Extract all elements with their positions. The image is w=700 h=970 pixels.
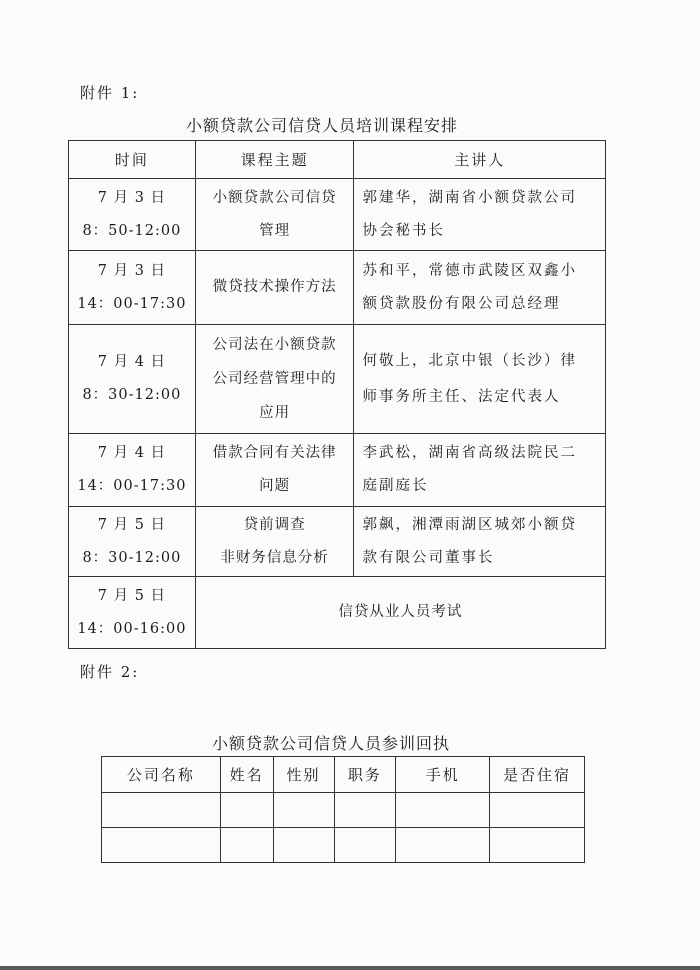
schedule-row: [69, 507, 606, 577]
schedule-header-row: [69, 141, 606, 179]
session-speaker: 李武松，湖南省高级法院民二 庭副庭长: [354, 434, 606, 507]
blank-cell: [490, 793, 585, 828]
session-speaker: 郭飙，湘潭雨湖区城郊小额贷 款有限公司董事长: [354, 507, 606, 577]
blank-cell: [273, 828, 334, 863]
header-gender: 性别: [273, 757, 334, 793]
scan-edge-line: [0, 966, 700, 970]
session-time: 7 月 5 日 8：30-12:00: [69, 507, 196, 577]
annex-2-label: 附件 2:: [80, 663, 140, 681]
session-time: 7 月 4 日 8：30-12:00: [69, 325, 196, 434]
receipt-empty-row: [102, 793, 585, 828]
header-position: 职务: [334, 757, 396, 793]
blank-cell: [102, 793, 221, 828]
blank-cell: [490, 828, 585, 863]
exam-time: 7 月 5 日 14：00-16:00: [69, 577, 196, 649]
attendance-receipt-table: [101, 756, 585, 863]
header-name: 姓名: [220, 757, 273, 793]
receipt-header-row: [102, 757, 585, 793]
session-topic: 小额贷款公司信贷 管理: [195, 179, 354, 251]
blank-cell: [220, 828, 273, 863]
blank-cell: [396, 828, 490, 863]
header-phone: 手机: [396, 757, 490, 793]
header-accommodation: 是否住宿: [490, 757, 585, 793]
blank-cell: [334, 828, 396, 863]
header-company-name: 公司名称: [102, 757, 221, 793]
session-time: 7 月 4 日 14：00-17:30: [69, 434, 196, 507]
session-topic: 微贷技术操作方法: [195, 251, 354, 325]
schedule-title: 小额贷款公司信贷人员培训课程安排: [186, 116, 459, 135]
schedule-row: [69, 251, 606, 325]
session-speaker: 郭建华，湖南省小额贷款公司 协会秘书长: [354, 179, 606, 251]
session-time: 7 月 3 日 14：00-17:30: [69, 251, 196, 325]
session-speaker: 苏和平，常德市武陵区双鑫小 额贷款股份有限公司总经理: [354, 251, 606, 325]
session-speaker: 何敬上，北京中银（长沙）律 师事务所主任、法定代表人: [354, 325, 606, 434]
schedule-row: [69, 179, 606, 251]
session-topic: 借款合同有关法律 问题: [195, 434, 354, 507]
schedule-row: [69, 325, 606, 434]
blank-cell: [220, 793, 273, 828]
header-speaker: 主讲人: [354, 141, 606, 179]
blank-cell: [102, 828, 221, 863]
schedule-row: [69, 577, 606, 649]
blank-cell: [396, 793, 490, 828]
blank-cell: [273, 793, 334, 828]
annex-1-label: 附件 1:: [80, 84, 140, 102]
schedule-row: [69, 434, 606, 507]
training-schedule-table: [68, 140, 606, 649]
session-time: 7 月 3 日 8：50-12:00: [69, 179, 196, 251]
receipt-empty-row: [102, 828, 585, 863]
header-time: 时间: [69, 141, 196, 179]
receipt-title: 小额贷款公司信贷人员参训回执: [212, 734, 451, 753]
exam-description: 信贷从业人员考试: [195, 577, 605, 649]
header-topic: 课程主题: [195, 141, 354, 179]
session-topic: 贷前调查 非财务信息分析: [195, 507, 354, 577]
blank-cell: [334, 793, 396, 828]
session-topic: 公司法在小额贷款 公司经营管理中的 应用: [195, 325, 354, 434]
